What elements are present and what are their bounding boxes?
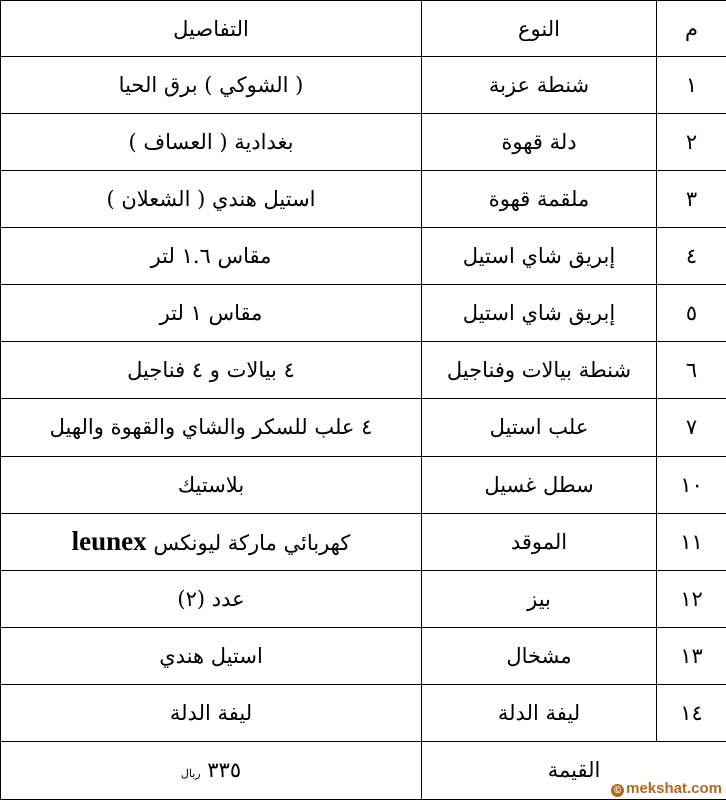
row-num: ٧ [657, 399, 726, 456]
row-details: ( الشوكي ) برق الحيا [1, 57, 422, 114]
row-type: الموقد [422, 513, 657, 570]
table-row [1, 285, 726, 342]
copyright-icon: © [611, 784, 624, 797]
table-row [1, 342, 726, 399]
row-num: ٣ [657, 171, 726, 228]
row-details-arabic: كهربائي ماركة ليونكس [153, 531, 351, 556]
total-label: القيمة [547, 758, 601, 783]
row-num: ١ [657, 57, 726, 114]
table-row [1, 513, 726, 570]
header-details: التفاصيل [1, 1, 422, 57]
row-num: ٥ [657, 285, 726, 342]
table-row [1, 684, 726, 741]
currency-unit: ريال [180, 767, 201, 781]
table-row [1, 570, 726, 627]
row-details: استيل هندي ( الشعلان ) [1, 171, 422, 228]
row-num: ١٣ [657, 627, 726, 684]
watermark-text: mekshat.com [626, 780, 722, 797]
total-value: ٣٣٥ [207, 758, 242, 783]
row-details: بلاستيك [1, 456, 422, 513]
row-num: ١٢ [657, 570, 726, 627]
row-details: بغدادية ( العساف ) [1, 114, 422, 171]
table-row [1, 399, 726, 456]
row-type: بيز [422, 570, 657, 627]
row-type: علب استيل [422, 399, 657, 456]
table-row [1, 171, 726, 228]
row-details: مقاس ١.٦ لتر [1, 228, 422, 285]
row-num: ٤ [657, 228, 726, 285]
table-header-row [1, 1, 726, 57]
row-type: إبريق شاي استيل [422, 285, 657, 342]
table-row [1, 456, 726, 513]
table-row [1, 57, 726, 114]
row-type: ملقمة قهوة [422, 171, 657, 228]
row-type: شنطة بيالات وفناجيل [422, 342, 657, 399]
row-details [1, 513, 422, 570]
row-type: إبريق شاي استيل [422, 228, 657, 285]
row-details: عدد (٢) [1, 570, 422, 627]
row-type: سطل غسيل [422, 456, 657, 513]
row-num: ١٤ [657, 684, 726, 741]
header-type: النوع [422, 1, 657, 57]
table-row [1, 627, 726, 684]
row-num: ١١ [657, 513, 726, 570]
row-num: ١٠ [657, 456, 726, 513]
row-details: مقاس ١ لتر [1, 285, 422, 342]
watermark [611, 780, 722, 797]
row-details: ليفة الدلة [1, 684, 422, 741]
row-type: ليفة الدلة [422, 684, 657, 741]
row-type: مشخال [422, 627, 657, 684]
row-details: ٤ بيالات و ٤ فناجيل [1, 342, 422, 399]
total-label-cell [422, 741, 726, 799]
table-row [1, 114, 726, 171]
total-value-cell [1, 741, 422, 799]
row-type: دلة قهوة [422, 114, 657, 171]
table-row [1, 228, 726, 285]
row-num: ٦ [657, 342, 726, 399]
brand-name: leunex [71, 526, 147, 557]
header-num: م [657, 1, 726, 57]
row-details: ٤ علب للسكر والشاي والقهوة والهيل [1, 399, 422, 456]
row-num: ٢ [657, 114, 726, 171]
row-type: شنطة عزبة [422, 57, 657, 114]
row-details: استيل هندي [1, 627, 422, 684]
total-row [1, 741, 726, 799]
